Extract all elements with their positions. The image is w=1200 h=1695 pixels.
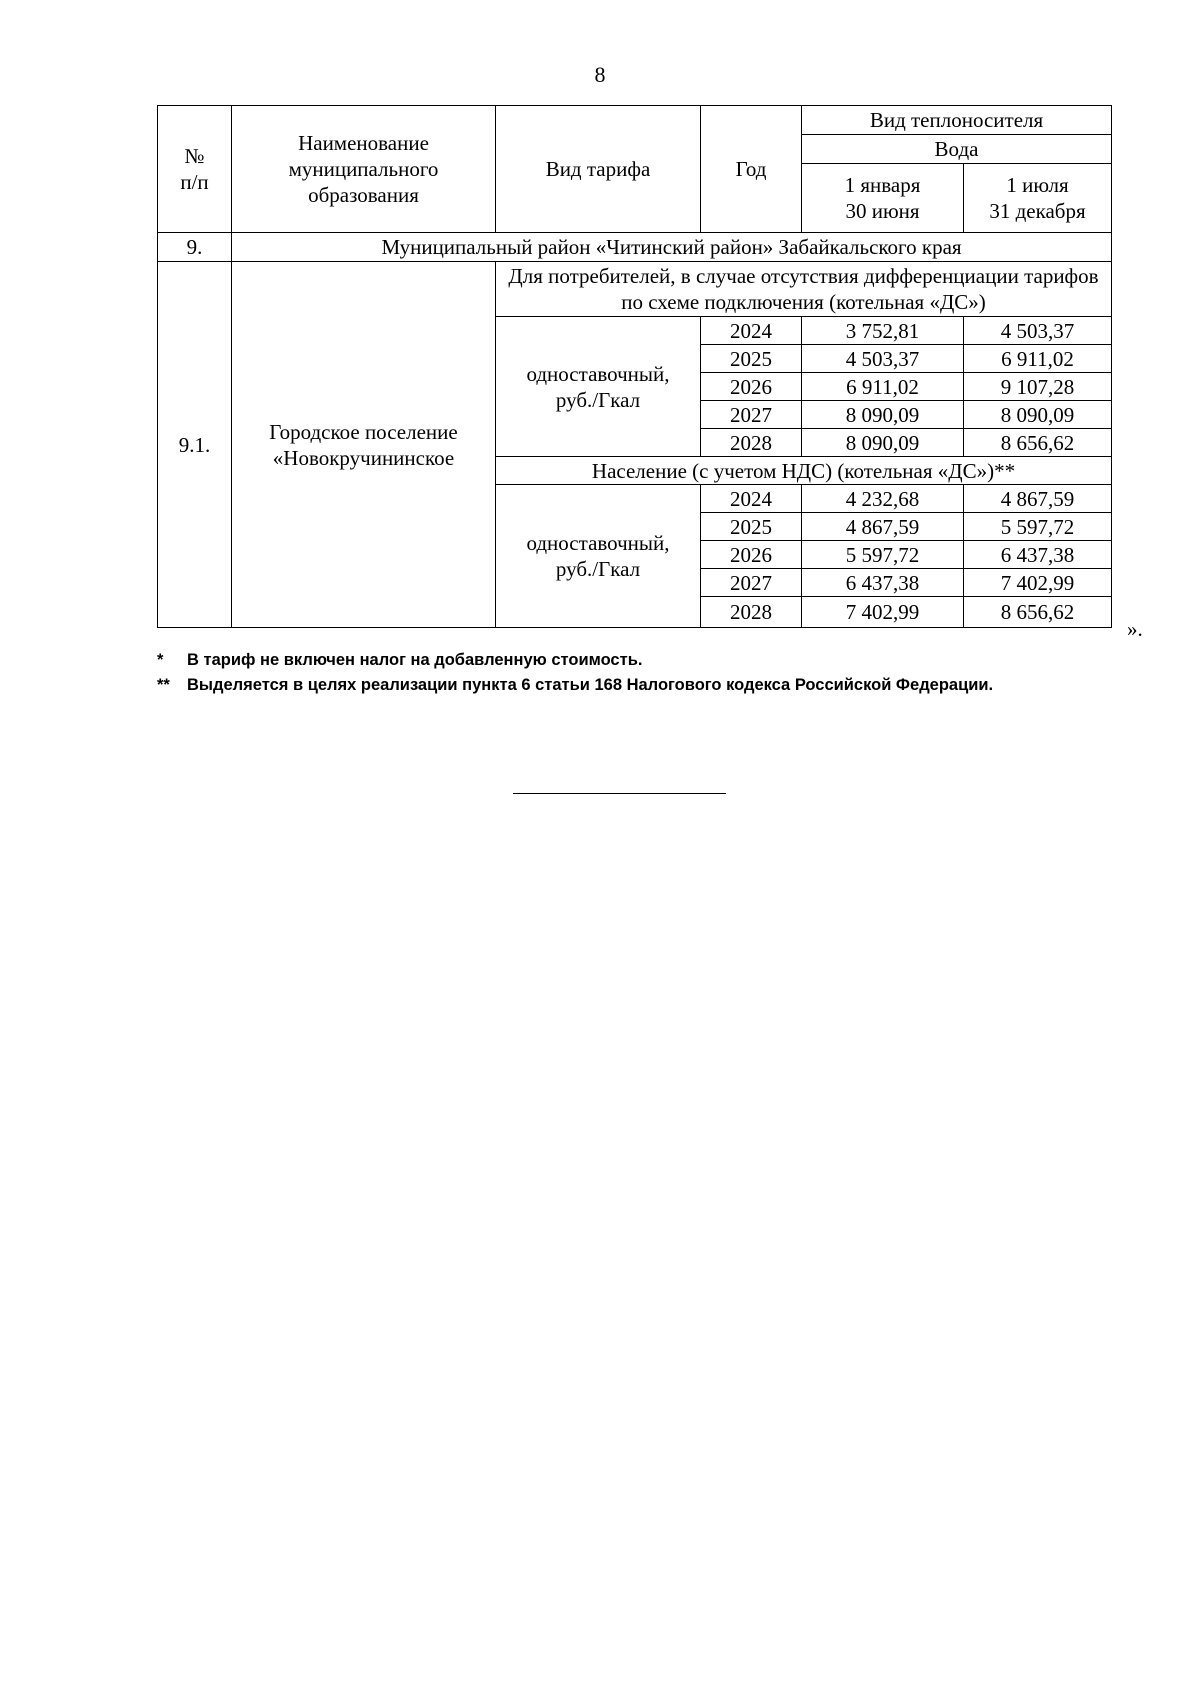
header-tariff-type: Вид тарифа bbox=[496, 106, 701, 233]
header-year: Год bbox=[701, 106, 802, 233]
header-period-second-half: 1 июля 31 декабря bbox=[964, 164, 1112, 233]
value-cell: 8 090,09 bbox=[802, 401, 964, 429]
footnote-mark: * bbox=[157, 651, 164, 669]
group-title: Для потребителей, в случае отсутствия дифференциации тарифов по схеме подключения (котельная «ДС») bbox=[496, 262, 1112, 317]
entry-municipality: Городское поселение «Новокручининское bbox=[232, 262, 496, 628]
footnote-mark: ** bbox=[157, 676, 170, 694]
header-carrier: Вид теплоносителя bbox=[802, 106, 1112, 135]
entry-num: 9.1. bbox=[158, 262, 232, 628]
header-row bbox=[158, 106, 1112, 135]
value-cell: 8 656,62 bbox=[964, 597, 1112, 628]
section-num: 9. bbox=[158, 233, 232, 262]
value-cell: 6 911,02 bbox=[964, 345, 1112, 373]
closing-quote: ». bbox=[1127, 617, 1143, 641]
section-row bbox=[158, 233, 1112, 262]
value-cell: 8 090,09 bbox=[802, 429, 964, 457]
value-cell: 4 867,59 bbox=[802, 513, 964, 541]
page-number: 8 bbox=[594, 62, 606, 87]
value-cell: 6 911,02 bbox=[802, 373, 964, 401]
value-cell: 6 437,38 bbox=[802, 569, 964, 597]
header-municipality: Наименование муниципального образования bbox=[232, 106, 496, 233]
group-title: Население (с учетом НДС) (котельная «ДС»)** bbox=[496, 457, 1112, 485]
value-cell: 5 597,72 bbox=[964, 513, 1112, 541]
year-cell: 2027 bbox=[701, 401, 802, 429]
tariff-table bbox=[157, 105, 1112, 628]
year-cell: 2026 bbox=[701, 541, 802, 569]
group-title-row bbox=[158, 262, 1112, 317]
header-period-first-half: 1 января 30 июня bbox=[802, 164, 964, 233]
footnotes bbox=[157, 648, 1117, 698]
value-cell: 4 503,37 bbox=[964, 317, 1112, 345]
value-cell: 4 867,59 bbox=[964, 485, 1112, 513]
year-cell: 2028 bbox=[701, 597, 802, 628]
value-cell: 5 597,72 bbox=[802, 541, 964, 569]
year-cell: 2024 bbox=[701, 485, 802, 513]
value-cell: 8 656,62 bbox=[964, 429, 1112, 457]
footnote-text: Выделяется в целях реализации пункта 6 статьи 168 Налогового кодекса Российской Федерации. bbox=[187, 676, 994, 694]
footnote-text: В тариф не включен налог на добавленную стоимость. bbox=[187, 651, 643, 669]
header-num: № п/п bbox=[158, 106, 232, 233]
year-cell: 2025 bbox=[701, 513, 802, 541]
end-divider bbox=[513, 793, 726, 794]
value-cell: 4 503,37 bbox=[802, 345, 964, 373]
year-cell: 2024 bbox=[701, 317, 802, 345]
value-cell: 9 107,28 bbox=[964, 373, 1112, 401]
tariff-type-cell: одноставочный, руб./Гкал bbox=[496, 485, 701, 628]
value-cell: 3 752,81 bbox=[802, 317, 964, 345]
value-cell: 6 437,38 bbox=[964, 541, 1112, 569]
year-cell: 2027 bbox=[701, 569, 802, 597]
value-cell: 8 090,09 bbox=[964, 401, 1112, 429]
header-water: Вода bbox=[802, 135, 1112, 164]
year-cell: 2025 bbox=[701, 345, 802, 373]
value-cell: 7 402,99 bbox=[964, 569, 1112, 597]
tariff-type-cell: одноставочный, руб./Гкал bbox=[496, 317, 701, 457]
value-cell: 7 402,99 bbox=[802, 597, 964, 628]
value-cell: 4 232,68 bbox=[802, 485, 964, 513]
footnote bbox=[157, 648, 1117, 673]
footnote bbox=[157, 673, 1117, 698]
section-title: Муниципальный район «Читинский район» Забайкальского края bbox=[232, 233, 1112, 262]
year-cell: 2026 bbox=[701, 373, 802, 401]
year-cell: 2028 bbox=[701, 429, 802, 457]
